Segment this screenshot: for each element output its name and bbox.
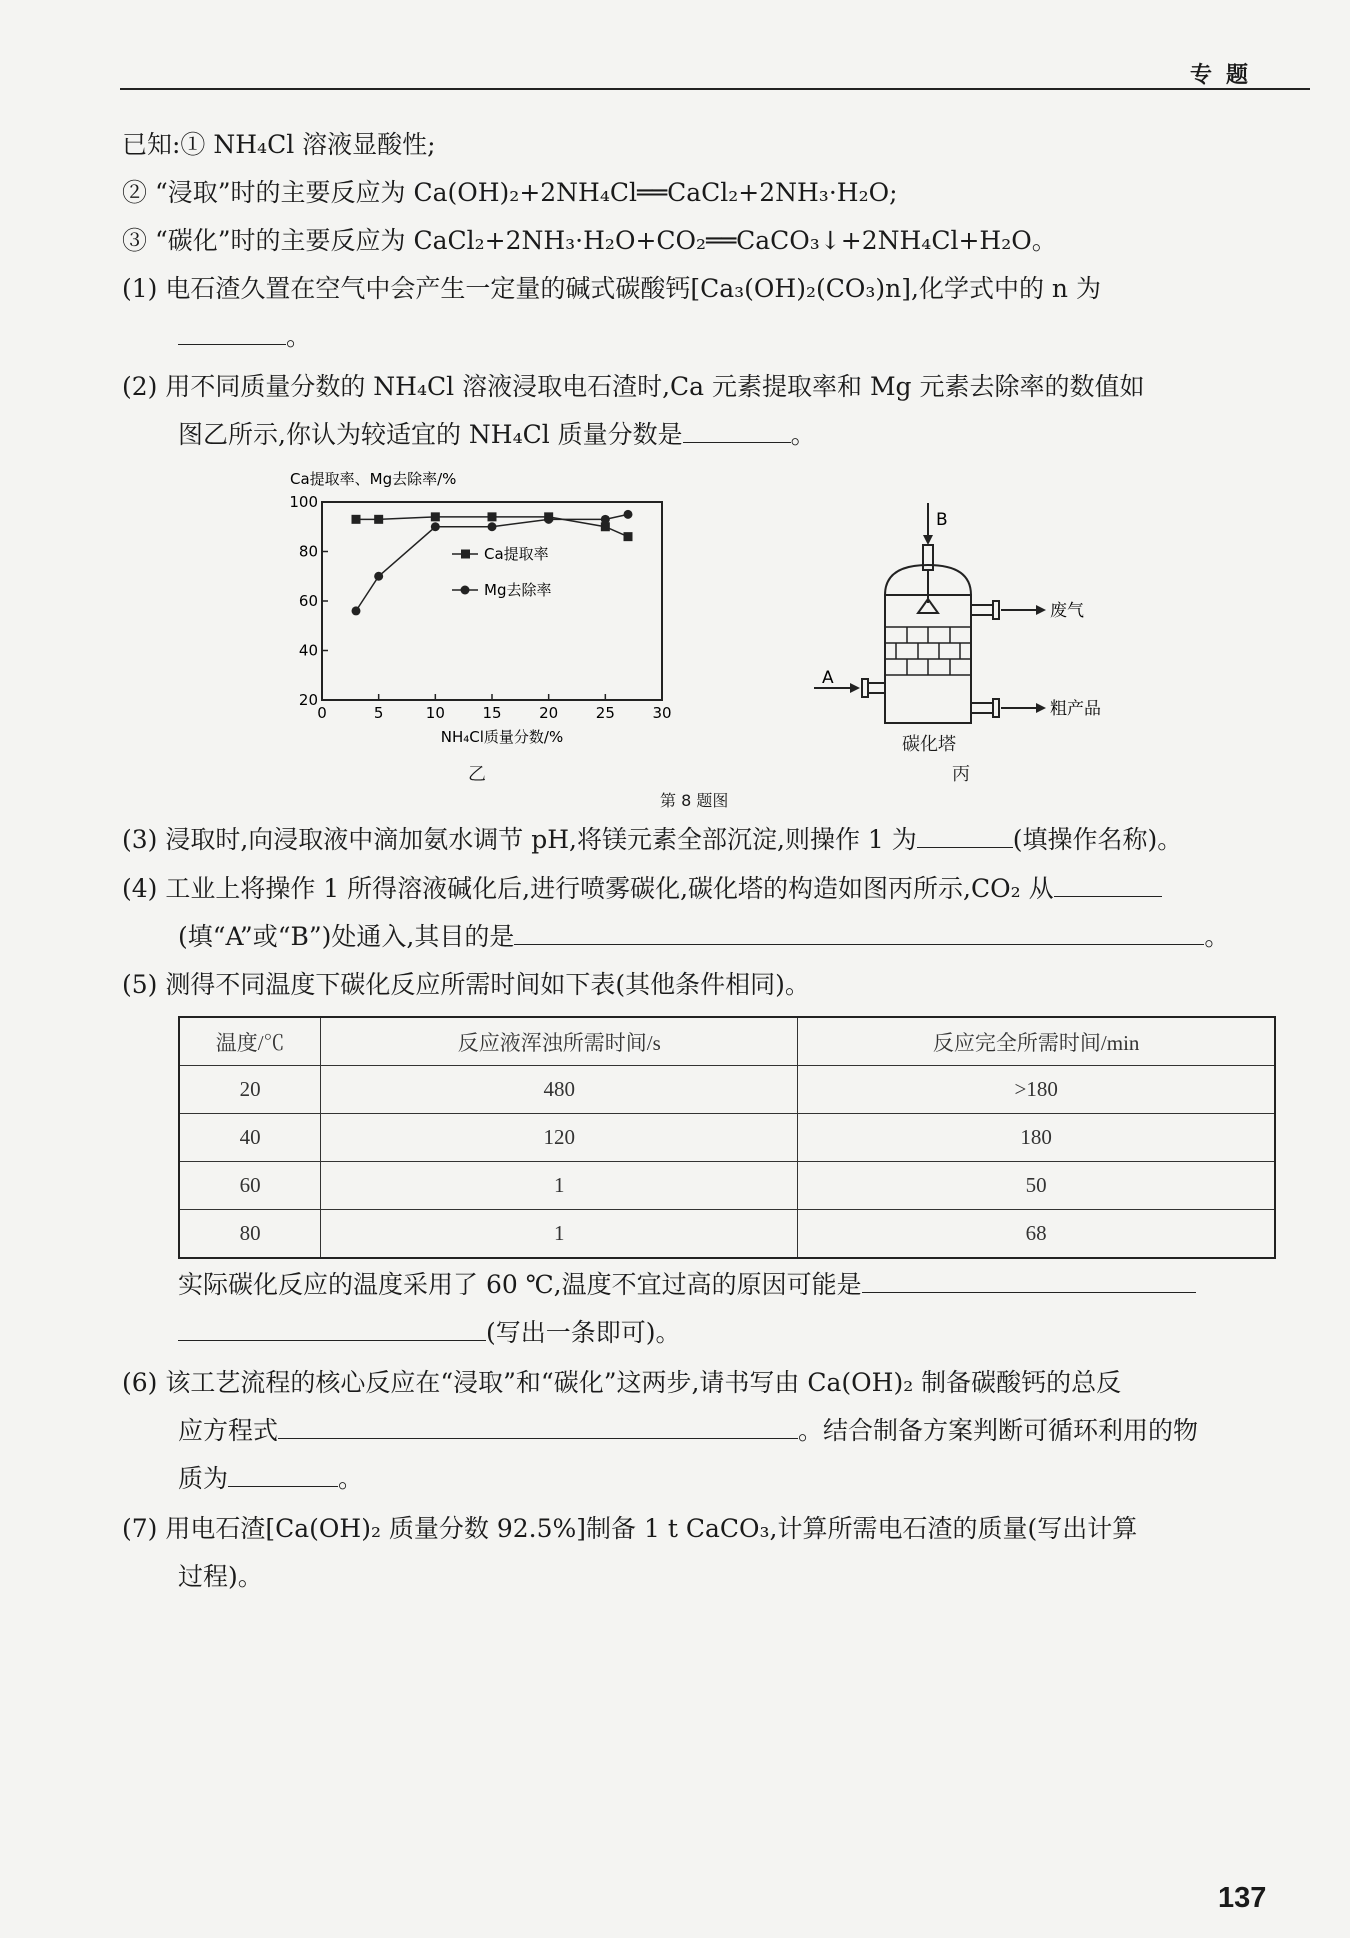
answer-blank[interactable] [862,1268,1196,1293]
question-7-line-1: (7) 用电石渣[Ca(OH)₂ 质量分数 92.5%]制备 1 t CaCO₃,计算所需电石渣的质量(写出计算 [122,1514,1138,1543]
y-tick-label: 80 [298,542,318,561]
question-5-after-tail: (写出一条即可)。 [486,1318,681,1347]
inlet-b-arrowhead [923,535,933,545]
packing-bricks [885,627,971,675]
inlet-b-label: B [936,510,948,530]
table-cell: 68 [798,1210,1275,1259]
y-tick-label: 60 [298,592,318,610]
data-point-square [374,515,383,524]
question-5-after-text: 实际碳化反应的温度采用了 60 ℃,温度不宜过高的原因可能是 [178,1270,862,1299]
x-tick-label: 25 [595,704,615,722]
gas-outlet-pipe [971,605,993,615]
answer-blank[interactable] [683,418,791,443]
question-5-after-1 [178,1268,1196,1302]
table-cell: 80 [179,1210,321,1259]
question-4-line-2 [178,920,1229,954]
question-5-after-2 [178,1316,681,1350]
question-2-text: 图乙所示,你认为较适宜的 NH₄Cl 质量分数是 [178,420,683,449]
legend-marker-square [461,550,470,559]
data-point-square [431,512,440,521]
data-point-circle [544,515,553,524]
table-cell: 120 [321,1114,798,1162]
table-header: 反应液浑浊所需时间/s [321,1017,798,1066]
question-6-line-3 [178,1462,363,1496]
table-cell: 1 [321,1210,798,1259]
table-cell: 20 [179,1066,321,1114]
question-2-tail: 。 [790,420,816,449]
y-tick-label: 100 [289,493,318,511]
product-outlet-flange [993,699,999,717]
diagram-label: 丙 [952,764,970,785]
table-cell: 180 [798,1114,1275,1162]
question-3-text: (3) 浸取时,向浸取液中滴加氨水调节 pH,将镁元素全部沉淀,则操作 1 为 [122,825,917,854]
question-7-line-2: 过程)。 [178,1562,263,1591]
y-tick-label: 20 [298,691,318,709]
question-6-line-2 [178,1414,1198,1448]
answer-blank[interactable] [178,1316,486,1341]
reaction-time-table [178,1016,1276,1259]
question-3-tail: (填操作名称)。 [1012,825,1183,854]
header-rule [120,88,1310,90]
table-row [179,1210,1275,1259]
carbonization-tower-diagram [800,495,1130,735]
chart-label: 乙 [468,764,486,785]
table-cell: 1 [321,1162,798,1210]
tower-name: 碳化塔 [902,734,956,755]
x-tick-label: 0 [317,704,327,722]
answer-blank[interactable] [228,1462,338,1487]
figure-caption: 第 8 题图 [660,791,729,810]
section-header: 专题 [1190,63,1263,88]
table-header-row [179,1017,1275,1066]
question-4-tail: 。 [1204,922,1230,951]
data-point-circle [431,522,440,531]
extraction-rate-chart [270,462,690,762]
question-2-line-1: (2) 用不同质量分数的 NH₄Cl 溶液浸取电石渣时,Ca 元素提取率和 Mg 元素去除率的数值如 [122,372,1145,401]
legend-label: Ca提取率 [484,545,549,563]
x-tick-label: 30 [652,704,672,722]
x-tick-label: 20 [539,704,559,722]
x-tick-label: 15 [482,704,502,722]
answer-blank[interactable] [278,1414,798,1439]
x-tick-label: 10 [425,704,445,722]
inlet-a-arrowhead [850,683,860,693]
table-cell: 480 [321,1066,798,1114]
question-6-line-1: (6) 该工艺流程的核心反应在“浸取”和“碳化”这两步,请书写由 Ca(OH)₂ 制备碳酸钙的总反 [122,1368,1122,1397]
answer-blank[interactable] [1054,872,1162,897]
data-point-square [488,512,497,521]
data-point-circle [488,522,497,531]
table-cell: 40 [179,1114,321,1162]
inlet-a-label: A [822,668,834,688]
data-point-circle [374,572,383,581]
x-tick-label: 5 [373,704,384,722]
inlet-a-pipe [868,683,885,693]
table-header: 反应完全所需时间/min [798,1017,1275,1066]
question-1-tail: 。 [286,322,312,351]
known-line-2: ② “浸取”时的主要反应为 Ca(OH)₂+2NH₄Cl══CaCl₂+2NH₃·H₂O; [122,178,898,207]
gas-outlet-flange [993,601,999,619]
question-3 [122,823,1182,857]
table-row [179,1114,1275,1162]
question-1-answer [178,320,311,354]
question-4-line-1 [122,872,1162,906]
gas-outlet-label: 废气 [1050,601,1084,621]
table-row [179,1066,1275,1114]
legend-label: Mg去除率 [484,581,552,599]
table-cell: >180 [798,1066,1275,1114]
question-4-text-2: (填“A”或“B”)处通入,其目的是 [178,922,515,951]
known-line-3: ③ “碳化”时的主要反应为 CaCl₂+2NH₃·H₂O+CO₂══CaCO₃↓+2NH₄Cl+H₂O。 [122,226,1057,255]
data-point-square [352,515,361,524]
question-5-text: (5) 测得不同温度下碳化反应所需时间如下表(其他条件相同)。 [122,970,810,999]
question-4-text: (4) 工业上将操作 1 所得溶液碱化后,进行喷雾碳化,碳化塔的构造如图丙所示,CO₂ 从 [122,874,1054,903]
y-tick-label: 40 [298,641,318,660]
answer-blank[interactable] [514,920,1204,945]
question-6-text-2: 应方程式 [178,1416,279,1445]
answer-blank[interactable] [917,823,1013,848]
data-point-square [624,532,633,541]
table-row [179,1162,1275,1210]
answer-blank[interactable] [178,320,286,345]
legend-marker-circle [461,586,470,595]
data-point-circle [624,510,633,519]
inlet-b-pipe [923,545,933,570]
table-cell: 50 [798,1162,1275,1210]
question-2-line-2 [178,418,816,452]
chart-title: Ca提取率、Mg去除率/% [290,470,457,488]
data-point-circle [601,515,610,524]
question-6-text-3: 质为 [178,1464,229,1493]
table-cell: 60 [179,1162,321,1210]
product-outlet-label: 粗产品 [1050,699,1101,719]
known-line-1: 已知:① NH₄Cl 溶液显酸性; [122,130,436,159]
question-1-text: (1) 电石渣久置在空气中会产生一定量的碱式碳酸钙[Ca₃(OH)₂(CO₃)n],化学式中的 n 为 [122,274,1101,303]
plot-frame [322,502,662,700]
page-number: 137 [1218,1882,1267,1914]
gas-outlet-arrowhead [1036,605,1046,615]
question-6-tail: 。 [338,1464,364,1493]
question-6-text-2b: 。结合制备方案判断可循环利用的物 [798,1416,1199,1445]
product-outlet-arrowhead [1036,703,1046,713]
table-header: 温度/℃ [179,1017,321,1066]
product-outlet-pipe [971,703,993,713]
x-axis-label: NH₄Cl质量分数/% [440,728,564,746]
data-point-circle [352,606,361,615]
